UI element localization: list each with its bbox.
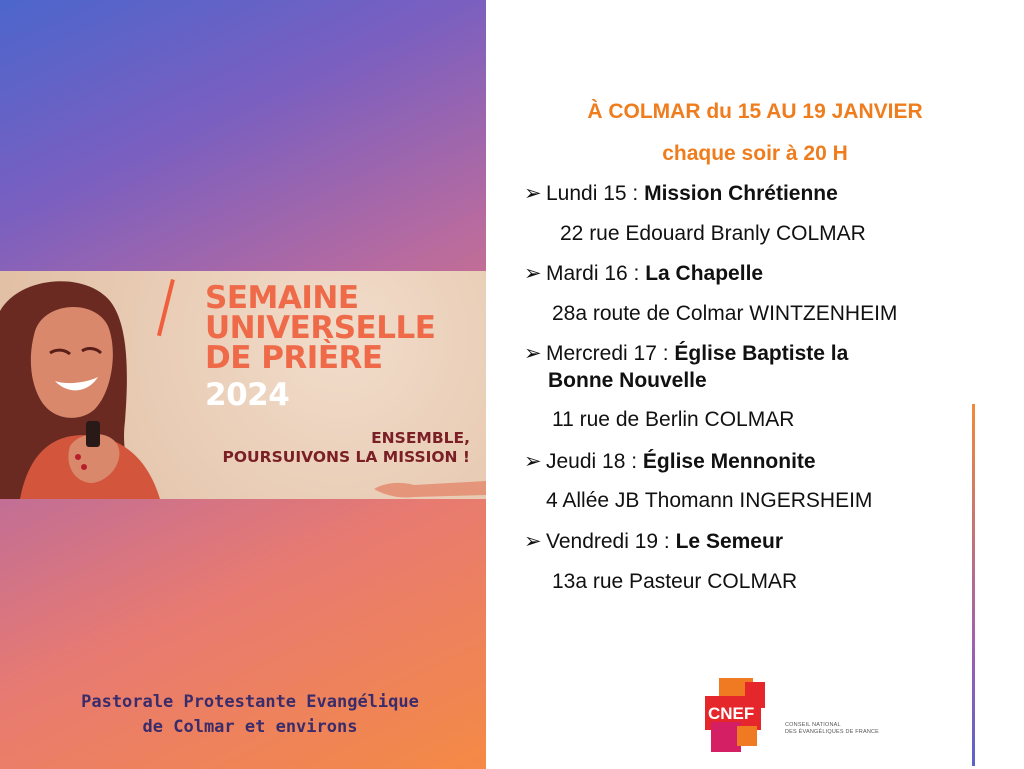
schedule-panel xyxy=(486,0,1024,769)
schedule-day: Vendredi 19 : xyxy=(546,530,676,553)
schedule-venue-line2: Bonne Nouvelle xyxy=(548,369,707,392)
arrowhead-bullet-icon: ➢ xyxy=(524,342,542,365)
banner-year: 2024 xyxy=(205,377,290,413)
schedule-venue: La Chapelle xyxy=(645,262,764,285)
schedule-item-wednesday xyxy=(524,341,848,366)
banner-title: SEMAINE UNIVERSELLE DE PRIÈRE xyxy=(205,280,436,376)
banner-tagline: ENSEMBLE, POURSUIVONS LA MISSION ! xyxy=(222,429,470,466)
arrowhead-bullet-icon: ➢ xyxy=(524,450,542,473)
organization-name: Pastorale Protestante Evangélique de Colmar et environs xyxy=(81,692,419,737)
schedule-item-thursday xyxy=(524,449,816,474)
decorative-vertical-line xyxy=(972,404,975,766)
schedule-day: Lundi 15 : xyxy=(546,182,645,205)
cnef-subtitle: CONSEIL NATIONAL DES ÉVANGÉLIQUES DE FRANCE xyxy=(785,722,880,735)
schedule-venue: Le Semeur xyxy=(675,530,783,553)
arrowhead-bullet-icon: ➢ xyxy=(524,262,542,285)
event-banner xyxy=(0,271,486,499)
cnef-logo xyxy=(705,678,775,752)
schedule-address: 28a route de Colmar WINTZENHEIM xyxy=(552,302,898,325)
schedule-day: Mardi 16 : xyxy=(546,262,646,285)
schedule-item-friday xyxy=(524,529,783,554)
schedule-day: Mercredi 17 : xyxy=(546,342,675,365)
event-time-heading: chaque soir à 20 H xyxy=(662,142,848,165)
schedule-address: 4 Allée JB Thomann INGERSHEIM xyxy=(546,489,873,512)
schedule-address: 22 rue Edouard Branly COLMAR xyxy=(560,222,866,245)
extended-hand-illustration xyxy=(374,475,486,499)
schedule-venue: Église Mennonite xyxy=(642,450,816,473)
schedule-day: Jeudi 18 : xyxy=(546,450,643,473)
arrowhead-bullet-icon: ➢ xyxy=(524,182,542,205)
smiling-woman-illustration xyxy=(0,271,180,499)
schedule-item-tuesday xyxy=(524,261,763,286)
schedule-address: 11 rue de Berlin COLMAR xyxy=(552,408,795,431)
schedule-item-monday xyxy=(524,181,838,206)
arrowhead-bullet-icon: ➢ xyxy=(524,530,542,553)
svg-text:CNEF: CNEF xyxy=(708,704,755,723)
event-dates-heading: À COLMAR du 15 AU 19 JANVIER xyxy=(587,100,923,123)
schedule-address: 13a rue Pasteur COLMAR xyxy=(552,570,798,593)
schedule-venue: Mission Chrétienne xyxy=(644,182,838,205)
schedule-venue: Église Baptiste la xyxy=(674,342,849,365)
